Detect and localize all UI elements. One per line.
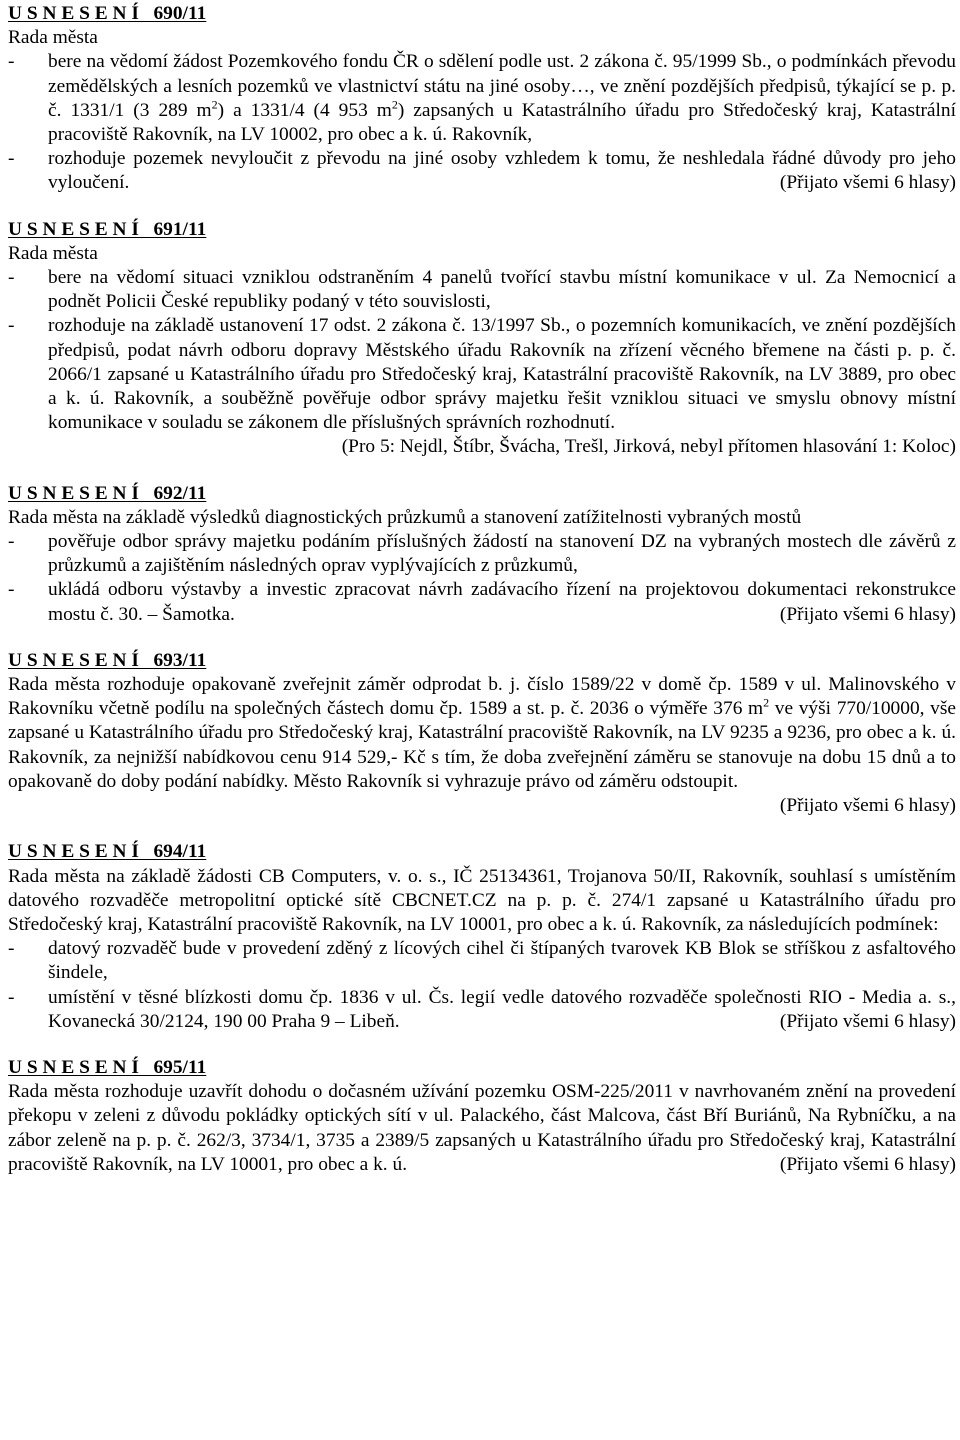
item-text: umístění v těsné blízkosti domu čp. 1836 v ul. Čs. legií vedle datového rozvaděče společnosti RIO - Media a. s., Kovanecká 30/2124, 190 00 Praha 9 – Libeň. (48, 986, 956, 1032)
list-item (8, 50, 956, 147)
resolution-heading: U S N E S E N Í 691/11 (8, 218, 207, 240)
resolution-heading: U S N E S E N Í 695/11 (8, 1056, 207, 1078)
paragraph-part: ve výši 770/10000, vše zapsané u Katastrálního úřadu pro Středočeský kraj, Katastrální pracoviště Rakovník, na LV 9235 a 9236, pro obec a k. ú. Rakovník, za nejnižší nabídkovou cenu 914 529,- Kč s tím, že doba zveřejnění záměru se stanovuje na dobu 15 dnů a to opakovaně do doby podání nabídky. Město Rakovník si vyhrazuje právo od záměru odstoupit. (8, 698, 956, 792)
item-text-part: ) zapsaných u Katastrálního úřadu pro Středočeský kraj, Katastrální pracoviště Rakovník, na LV 10002, pro obec a k. ú. Rakovník, (48, 99, 956, 146)
superscript: 2 (391, 97, 398, 112)
superscript: 2 (211, 97, 218, 112)
resolution-695 (8, 1056, 956, 1177)
resolution-text (8, 1080, 956, 1177)
list-item (8, 147, 956, 195)
list-item (8, 578, 956, 626)
resolution-intro: Rada města (8, 242, 98, 264)
item-text: rozhoduje pozemek nevyloučit z převodu na jiné osoby vzhledem k tomu, že neshledala řádné důvody pro jeho vyloučení. (48, 148, 956, 194)
paragraph-text: Rada města rozhoduje uzavřít dohodu o dočasném užívání pozemku OSM-225/2011 v navrhovaném znění na provedení překopu v zeleni z důvodu pokládky optických sítí v ul. Palackého, část Malcova, část Bří Buriánů, Na Rybníčku, a na zábor zeleně na p. p. č. 262/3, 3734/1, 3735 a 2389/5 zapsaných u Katastrálního úřadu pro Středočeský kraj, Katastrální pracoviště Rakovník, na LV 10001, pro obec a k. ú. (8, 1081, 956, 1175)
resolution-691 (8, 218, 956, 460)
list-dash: - (8, 267, 15, 289)
list-item (8, 937, 956, 985)
list-item (8, 266, 956, 314)
resolution-intro: Rada města (8, 27, 98, 49)
resolution-heading: U S N E S E N Í 692/11 (8, 482, 207, 504)
list-dash: - (8, 51, 15, 73)
list-dash: - (8, 148, 15, 170)
item-text: pověřuje odbor správy majetku podáním příslušných žádostí na stanovení DZ na vybraných mostech dle závěrů z průzkumů a zajištěním následných oprav vyplývajících z průzkumů, (48, 531, 956, 577)
item-text: bere na vědomí situaci vzniklou odstraněním 4 panelů tvořící stavbu místní komunikace v ul. Za Nemocnicí a podnět Policii České republiky podaný v této souvislosti, (48, 267, 956, 313)
resolution-heading: U S N E S E N Í 693/11 (8, 649, 207, 671)
list-dash: - (8, 938, 15, 960)
list-dash: - (8, 579, 15, 601)
resolution-690 (8, 2, 956, 196)
resolution-692 (8, 482, 956, 627)
vote-result: (Pro 5: Nejdl, Štíbr, Švácha, Trešl, Jirková, nebyl přítomen hlasování 1: Koloc) (341, 436, 956, 458)
paragraph-part: Rada města rozhoduje opakovaně zveřejnit záměr odprodat b. j. číslo 1589/22 v domě čp. 1589 v ul. Malinovského v Rakovníku včetně podílu na společných částech domu čp. 1589 a st. p. č. 2036 o výměře 376 m (8, 674, 956, 720)
list-dash: - (8, 531, 15, 553)
item-text: ukládá odboru výstavby a investic zpracovat návrh zadávacího řízení na projektovou dokumentaci rekonstrukce mostu č. 30. – Šamotka. (48, 579, 956, 625)
item-text-part: ) a 1331/4 (4 953 m (217, 99, 392, 121)
resolution-text (8, 673, 956, 794)
list-dash: - (8, 986, 15, 1008)
resolution-694 (8, 840, 956, 1034)
item-text: rozhoduje na základě ustanovení 17 odst. 2 zákona č. 13/1997 Sb., o pozemních komunikacích, ve znění pozdějších předpisů, podat návrh odboru dopravy Městského úřadu Rakovník na zřízení věcného břemene na části p. p. č. 2066/1 zapsané u Katastrálního úřadu pro Středočeský kraj, Katastrální pracoviště Rakovník, na LV 3889, pro obec a k. ú. Rakovník, a souběžně pověřuje odbor správy majetku řešit vzniklou situaci ve smyslu obnovy místní komunikace v souladu se zákonem dle příslušných správních rozhodnutí. (48, 315, 956, 434)
resolution-heading: U S N E S E N Í 690/11 (8, 3, 207, 24)
item-text-part: bere na vědomí žádost Pozemkového fondu ČR o sdělení podle ust. 2 zákona č. 95/1999 Sb., o podmínkách převodu zemědělských a lesních pozemků ve vlastnictví státu na jiné osoby…, ve znění pozdějších předpisů, týkající se p. p. č. 1331/1 (3 289 m (48, 51, 956, 121)
list-item (8, 314, 956, 435)
vote-result: (Přijato všemi 6 hlasy) (779, 795, 956, 817)
vote-result: (Přijato všemi 6 hlasy) (779, 172, 956, 194)
list-item (8, 530, 956, 578)
item-text: datový rozvaděč bude v provedení zděný z lícových cihel či štípaných tvarovek KB Blok se stříškou z asfaltového šindele, (48, 938, 956, 984)
vote-result: (Přijato všemi 6 hlasy) (779, 1010, 956, 1032)
resolution-intro: Rada města na základě výsledků diagnostických průzkumů a stanovení zatížitelnosti vybraných mostů (8, 506, 802, 528)
resolution-intro: Rada města na základě žádosti CB Computers, v. o. s., IČ 25134361, Trojanova 50/II, Rakovník, souhlasí s umístěním datového rozvaděče metropolitní optické sítě CBCNET.CZ na p. p. č. 274/1 zapsané u Katastrálního úřadu pro Středočeský kraj, Katastrální pracoviště Rakovník, na LV 10001, pro obec a k. ú. Rakovník, za následujících podmínek: (8, 865, 956, 935)
vote-result: (Přijato všemi 6 hlasy) (779, 603, 956, 625)
resolution-693 (8, 649, 956, 818)
resolution-heading: U S N E S E N Í 694/11 (8, 841, 207, 863)
list-dash: - (8, 315, 15, 337)
document-page (8, 2, 956, 1177)
list-item (8, 986, 956, 1034)
vote-result: (Přijato všemi 6 hlasy) (779, 1153, 956, 1175)
superscript: 2 (763, 695, 770, 710)
